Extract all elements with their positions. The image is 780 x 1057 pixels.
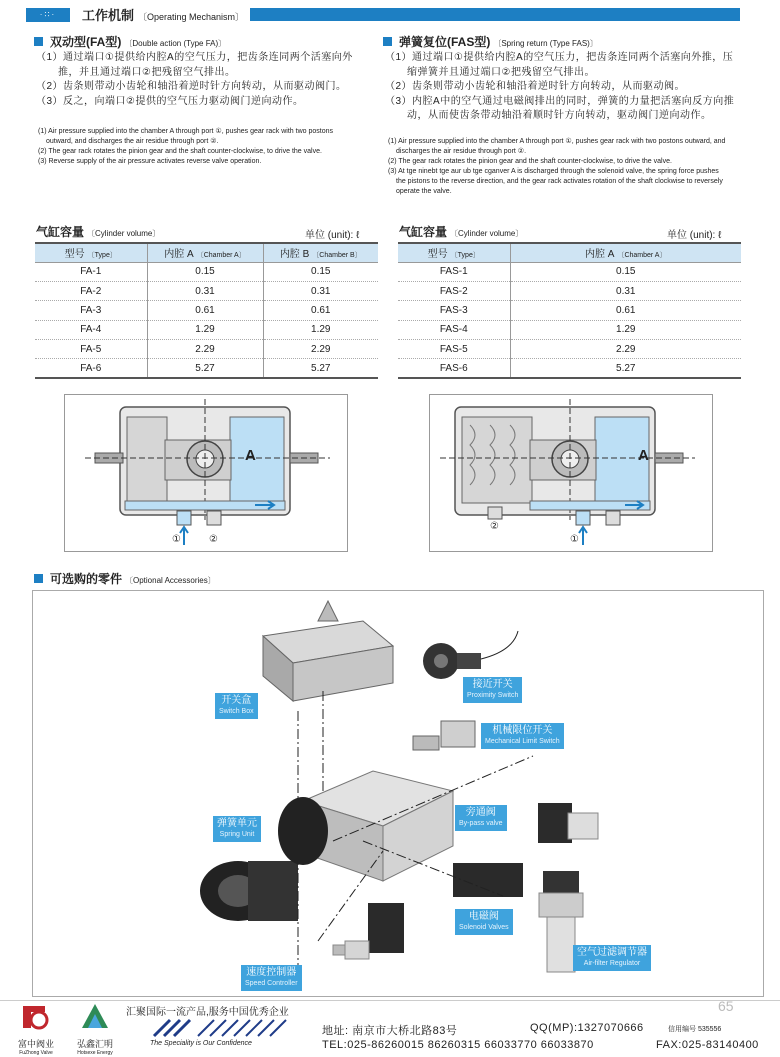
fa-diagram [64, 394, 348, 552]
fas-description-cn: （1）通过端口①提供给内腔A的空气压力，把齿条连同两个活塞向外推，压缩弹簧并且通过端口②把残留空气排出。 （2）齿条则带动小齿轮和轴沿着逆时针方向转动，从而驱动阀。 （3）内腔A中的空气通过电磁阀排出的同时，弹簧的力量把活塞向反方向推动，从而使齿条带动轴沿着顺时针方向转动，驱动阀门逆向动作。 [385, 52, 735, 121]
brand-logo-icon [150, 1018, 310, 1038]
accessories-exploded-view [33, 591, 763, 996]
brand-tagline: The Speciality is Our Confidence [150, 1040, 252, 1047]
brand-logo [150, 1018, 310, 1038]
fa-description-en: (1) Air pressure supplied into the chamber A through port ①, pushes gear rack with two postons outward, and discharges the air residue through port ②. (2) The gear rack rotates the pinion gear and the shaft counter-clockwise, to drive the valve. (3) Reverse supply of the air pressure activates reverse valve operation. [38, 128, 333, 165]
port-1-label: ① [570, 534, 579, 545]
fas-description-en: (1) Air pressure supplied into the chamber A through port ①, pushes gear rack with two postons outward, and discharges the air residue through port ②. (2) The gear rack rotates the pinion gear and the shaft counter-clockwise, to drive the valve. (3) At tge ninebt tge aur ub tge cganver A is discharged through the solenoid valve, the spring force pushes the pistons to the reverse direction, and the gear rack activates rotation of the shaft clockwise to reversely operate the valve. [388, 138, 726, 195]
table-row: FAS-6 5.27 [398, 359, 741, 378]
table-row: FAS-1 0.15 [398, 262, 741, 281]
footer-qq: QQ(MP):1327070666 [530, 1022, 644, 1034]
mechanical-limit-switch-icon [413, 721, 475, 750]
label-solenoid-valves: 电磁阀 Solenoid Valves [455, 909, 513, 935]
header-tag: ·∷· [26, 8, 70, 22]
volume-title-fa: 气缸容量 〔Cylinder volume〕 [36, 225, 161, 239]
fas-section-title: 弹簧复位(FAS型) 〔Spring return (Type FAS)〕 [399, 35, 598, 49]
table-row: FA-6 5.27 5.27 [35, 359, 378, 378]
accessories-title: 可选购的零件 〔Optional Accessories〕 [50, 572, 216, 586]
accessories-illustration [32, 590, 764, 997]
label-air-filter-regulator: 空气过滤调节器 Air-filter Regulator [573, 945, 651, 971]
port-2-label: ② [209, 534, 218, 545]
table-row: FA-2 0.31 0.31 [35, 281, 378, 300]
table-row: FAS-2 0.31 [398, 281, 741, 300]
fa-description-cn: （1）通过端口①提供给内腔A的空气压力，把齿条连同两个活塞向外推，并且通过端口②把残留空气排出。 （2）齿条则带动小齿轮和轴沿着逆时针方向转动，从而驱动阀门。 （3）反之，向端口②提供的空气压力驱动阀门逆向动作。 [36, 52, 353, 107]
table-row: FA-3 0.61 0.61 [35, 301, 378, 320]
label-spring-unit: 弹簧单元 Spring Unit [213, 816, 261, 842]
table-row: FA-5 2.29 2.29 [35, 340, 378, 359]
footer-address: 地址: 南京市大桥北路83号 [322, 1025, 458, 1037]
footer-divider [0, 1000, 780, 1001]
table-row: FAS-5 2.29 [398, 340, 741, 359]
fuzhong-logo-icon [19, 1002, 53, 1032]
fas-actuator-cutaway [430, 395, 714, 553]
table-row: FA-4 1.29 1.29 [35, 320, 378, 339]
volume-title-fas: 气缸容量 〔Cylinder volume〕 [399, 225, 524, 239]
label-bypass-valve: 旁通阀 By-pass valve [455, 805, 507, 831]
footer-fax: FAX:025-83140400 [656, 1039, 759, 1051]
footer-slogan: 汇聚国际一流产品,服务中国优秀企业 [126, 1007, 289, 1018]
unit-label: 单位 (unit): ℓ [667, 230, 722, 241]
table-row: FA-1 0.15 0.15 [35, 262, 378, 281]
port-2-label: ② [490, 521, 499, 532]
table-row: FAS-4 1.29 [398, 320, 741, 339]
fa-actuator-cutaway [65, 395, 349, 553]
volume-table-fas [398, 242, 741, 379]
speed-controller-icon [333, 941, 369, 959]
col-chamber-b: 内腔 B 〔Chamber B〕 [263, 243, 378, 262]
table-row: FAS-3 0.61 [398, 301, 741, 320]
port-1-label: ① [172, 534, 181, 545]
page-title: 工作机制 〔Operating Mechanism〕 [82, 8, 245, 23]
section-marker [383, 37, 392, 46]
label-switch-box: 开关盒 Switch Box [215, 693, 258, 719]
fuzhong-logo: 富中阀业 FuZhong Valve [8, 1002, 64, 1054]
footer-credit: 信用编号 535556 [668, 1026, 722, 1033]
proximity-switch-icon [423, 631, 518, 679]
hongxin-logo: 弘鑫汇明 Hotsexe Energy [66, 1002, 124, 1054]
col-chamber-a: 内腔 A 〔Chamber A〕 [510, 243, 741, 262]
switch-box-icon [263, 601, 393, 701]
page-number: 65 [718, 998, 734, 1014]
hongxin-logo-icon [78, 1002, 112, 1032]
label-proximity-switch: 接近开关 Proximity Switch [463, 677, 522, 703]
section-marker [34, 574, 43, 583]
chamber-a-label: A [245, 447, 256, 464]
col-type: 型号 〔Type〕 [398, 243, 510, 262]
fa-section-title: 双动型(FA型) 〔Double action (Type FA)〕 [50, 35, 227, 49]
chamber-a-label: A [638, 447, 649, 464]
col-chamber-a: 内腔 A 〔Chamber A〕 [147, 243, 263, 262]
unit-label: 单位 (unit): ℓ [305, 230, 360, 241]
label-speed-controller: 速度控制器 Speed Controller [241, 965, 302, 991]
bypass-valve-icon [538, 803, 598, 843]
footer-tel: TEL:025-86260015 86260315 66033770 66033870 [322, 1039, 594, 1051]
fas-diagram [429, 394, 713, 552]
header-bar [250, 8, 740, 21]
label-mechanical-limit-switch: 机械限位开关 Mechanical Limit Switch [481, 723, 564, 749]
section-marker [34, 37, 43, 46]
volume-table-fa [35, 242, 378, 379]
col-type: 型号 〔Type〕 [35, 243, 147, 262]
